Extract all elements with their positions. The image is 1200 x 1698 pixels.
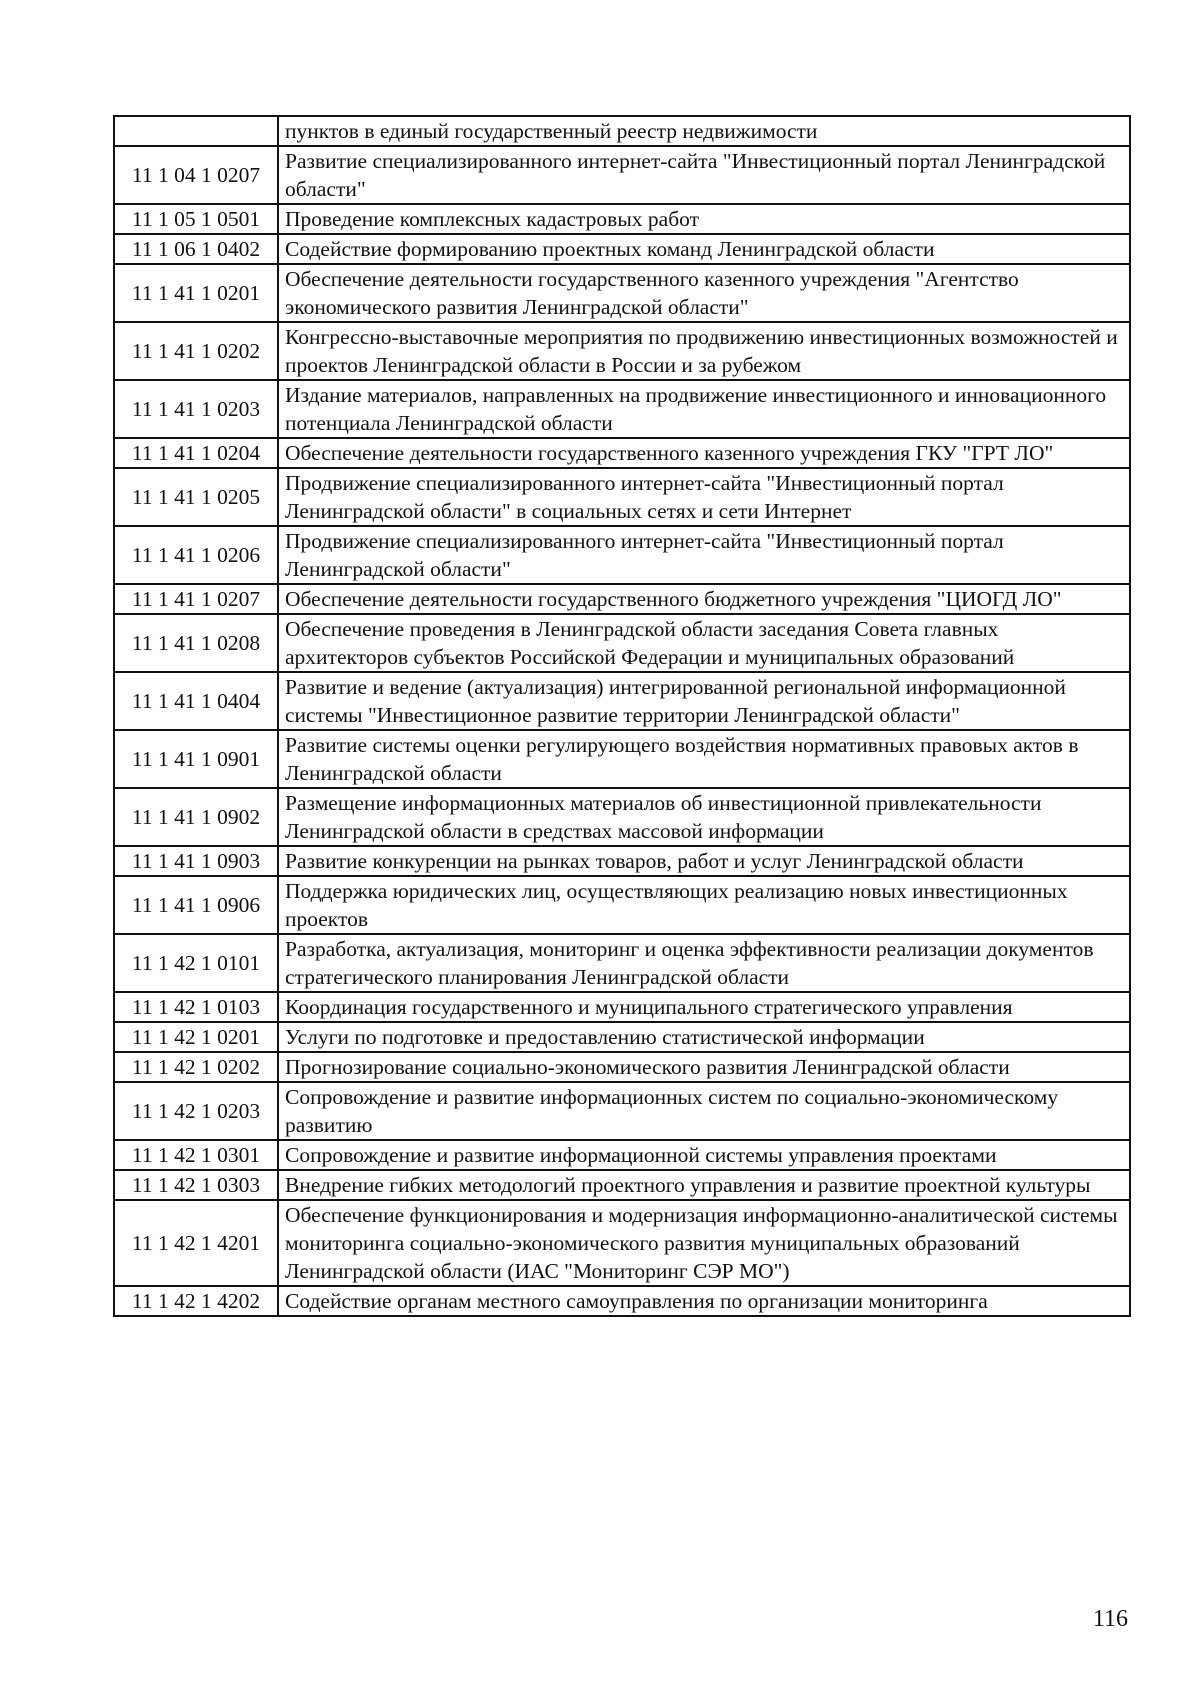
budget-code-cell: 11 1 41 1 0906 (114, 876, 278, 934)
budget-code-cell: 11 1 42 1 0201 (114, 1022, 278, 1052)
description-cell: Обеспечение деятельности государственного казенного учреждения ГКУ "ГРТ ЛО" (278, 438, 1130, 468)
budget-code-cell: 11 1 42 1 0101 (114, 934, 278, 992)
table-row (114, 116, 1130, 146)
table-row (114, 1170, 1130, 1200)
table-body (114, 116, 1130, 1316)
description-cell: Продвижение специализированного интернет-сайта "Инвестиционный портал Ленинградской области" в социальных сетях и сети Интернет (278, 468, 1130, 526)
description-cell: Содействие органам местного самоуправления по организации мониторинга (278, 1286, 1130, 1316)
budget-code-cell: 11 1 41 1 0202 (114, 322, 278, 380)
description-cell: Продвижение специализированного интернет-сайта "Инвестиционный портал Ленинградской области" (278, 526, 1130, 584)
table-row (114, 730, 1130, 788)
description-cell: Развитие системы оценки регулирующего воздействия нормативных правовых актов в Ленинградской области (278, 730, 1130, 788)
budget-code-cell: 11 1 05 1 0501 (114, 204, 278, 234)
budget-code-cell: 11 1 41 1 0902 (114, 788, 278, 846)
description-cell: пунктов в единый государственный реестр недвижимости (278, 116, 1130, 146)
budget-code-cell: 11 1 42 1 0301 (114, 1140, 278, 1170)
budget-code-cell: 11 1 42 1 4201 (114, 1200, 278, 1286)
table-row (114, 672, 1130, 730)
budget-code-cell: 11 1 41 1 0207 (114, 584, 278, 614)
budget-code-cell: 11 1 42 1 0202 (114, 1052, 278, 1082)
table-row (114, 204, 1130, 234)
budget-code-cell: 11 1 42 1 0303 (114, 1170, 278, 1200)
table-row (114, 526, 1130, 584)
table-row (114, 846, 1130, 876)
table-row (114, 992, 1130, 1022)
budget-code-cell: 11 1 06 1 0402 (114, 234, 278, 264)
description-cell: Размещение информационных материалов об инвестиционной привлекательности Ленинградской области в средствах массовой информации (278, 788, 1130, 846)
budget-code-cell: 11 1 42 1 0203 (114, 1082, 278, 1140)
description-cell: Обеспечение деятельности государственного казенного учреждения "Агентство экономического развития Ленинградской области" (278, 264, 1130, 322)
table-row (114, 234, 1130, 264)
table-row (114, 1286, 1130, 1316)
description-cell: Обеспечение деятельности государственного бюджетного учреждения "ЦИОГД ЛО" (278, 584, 1130, 614)
table-row (114, 1200, 1130, 1286)
budget-code-cell: 11 1 04 1 0207 (114, 146, 278, 204)
table-row (114, 584, 1130, 614)
budget-code-cell: 11 1 42 1 4202 (114, 1286, 278, 1316)
budget-codes-table (113, 115, 1131, 1317)
description-cell: Обеспечение функционирования и модернизация информационно-аналитической системы мониторинга социально-экономического развития муниципальных образований Ленинградской области (ИАС "Мониторинг СЭР МО") (278, 1200, 1130, 1286)
budget-code-cell: 11 1 41 1 0903 (114, 846, 278, 876)
table-row (114, 468, 1130, 526)
table-row (114, 380, 1130, 438)
description-cell: Поддержка юридических лиц, осуществляющих реализацию новых инвестиционных проектов (278, 876, 1130, 934)
table-row (114, 1082, 1130, 1140)
description-cell: Конгрессно-выставочные мероприятия по продвижению инвестиционных возможностей и проектов Ленинградской области в России и за рубежом (278, 322, 1130, 380)
budget-code-cell: 11 1 41 1 0901 (114, 730, 278, 788)
budget-code-cell: 11 1 41 1 0208 (114, 614, 278, 672)
description-cell: Издание материалов, направленных на продвижение инвестиционного и инновационного потенциала Ленинградской области (278, 380, 1130, 438)
description-cell: Развитие и ведение (актуализация) интегрированной региональной информационной системы "Инвестиционное развитие территории Ленинградской области" (278, 672, 1130, 730)
description-cell: Прогнозирование социально-экономического развития Ленинградской области (278, 1052, 1130, 1082)
description-cell: Проведение комплексных кадастровых работ (278, 204, 1130, 234)
description-cell: Разработка, актуализация, мониторинг и оценка эффективности реализации документов стратегического планирования Ленинградской области (278, 934, 1130, 992)
description-cell: Содействие формированию проектных команд Ленинградской области (278, 234, 1130, 264)
table-row (114, 1022, 1130, 1052)
budget-code-cell (114, 116, 278, 146)
budget-code-cell: 11 1 41 1 0201 (114, 264, 278, 322)
description-cell: Внедрение гибких методологий проектного управления и развитие проектной культуры (278, 1170, 1130, 1200)
budget-code-cell: 11 1 41 1 0206 (114, 526, 278, 584)
table-row (114, 1052, 1130, 1082)
table-row (114, 788, 1130, 846)
description-cell: Развитие конкуренции на рынках товаров, работ и услуг Ленинградской области (278, 846, 1130, 876)
table-row (114, 322, 1130, 380)
table-row (114, 146, 1130, 204)
table-row (114, 438, 1130, 468)
description-cell: Услуги по подготовке и предоставлению статистической информации (278, 1022, 1130, 1052)
description-cell: Координация государственного и муниципального стратегического управления (278, 992, 1130, 1022)
description-cell: Развитие специализированного интернет-сайта "Инвестиционный портал Ленинградской области" (278, 146, 1130, 204)
description-cell: Сопровождение и развитие информационной системы управления проектами (278, 1140, 1130, 1170)
budget-code-cell: 11 1 41 1 0204 (114, 438, 278, 468)
table-row (114, 934, 1130, 992)
table-row (114, 264, 1130, 322)
budget-code-cell: 11 1 42 1 0103 (114, 992, 278, 1022)
budget-code-cell: 11 1 41 1 0203 (114, 380, 278, 438)
budget-code-cell: 11 1 41 1 0205 (114, 468, 278, 526)
table-row (114, 614, 1130, 672)
budget-code-cell: 11 1 41 1 0404 (114, 672, 278, 730)
table-row (114, 1140, 1130, 1170)
page-number: 116 (1092, 1606, 1128, 1632)
table-row (114, 876, 1130, 934)
description-cell: Обеспечение проведения в Ленинградской области заседания Совета главных архитекторов субъектов Российской Федерации и муниципальных образований (278, 614, 1130, 672)
description-cell: Сопровождение и развитие информационных систем по социально-экономическому развитию (278, 1082, 1130, 1140)
